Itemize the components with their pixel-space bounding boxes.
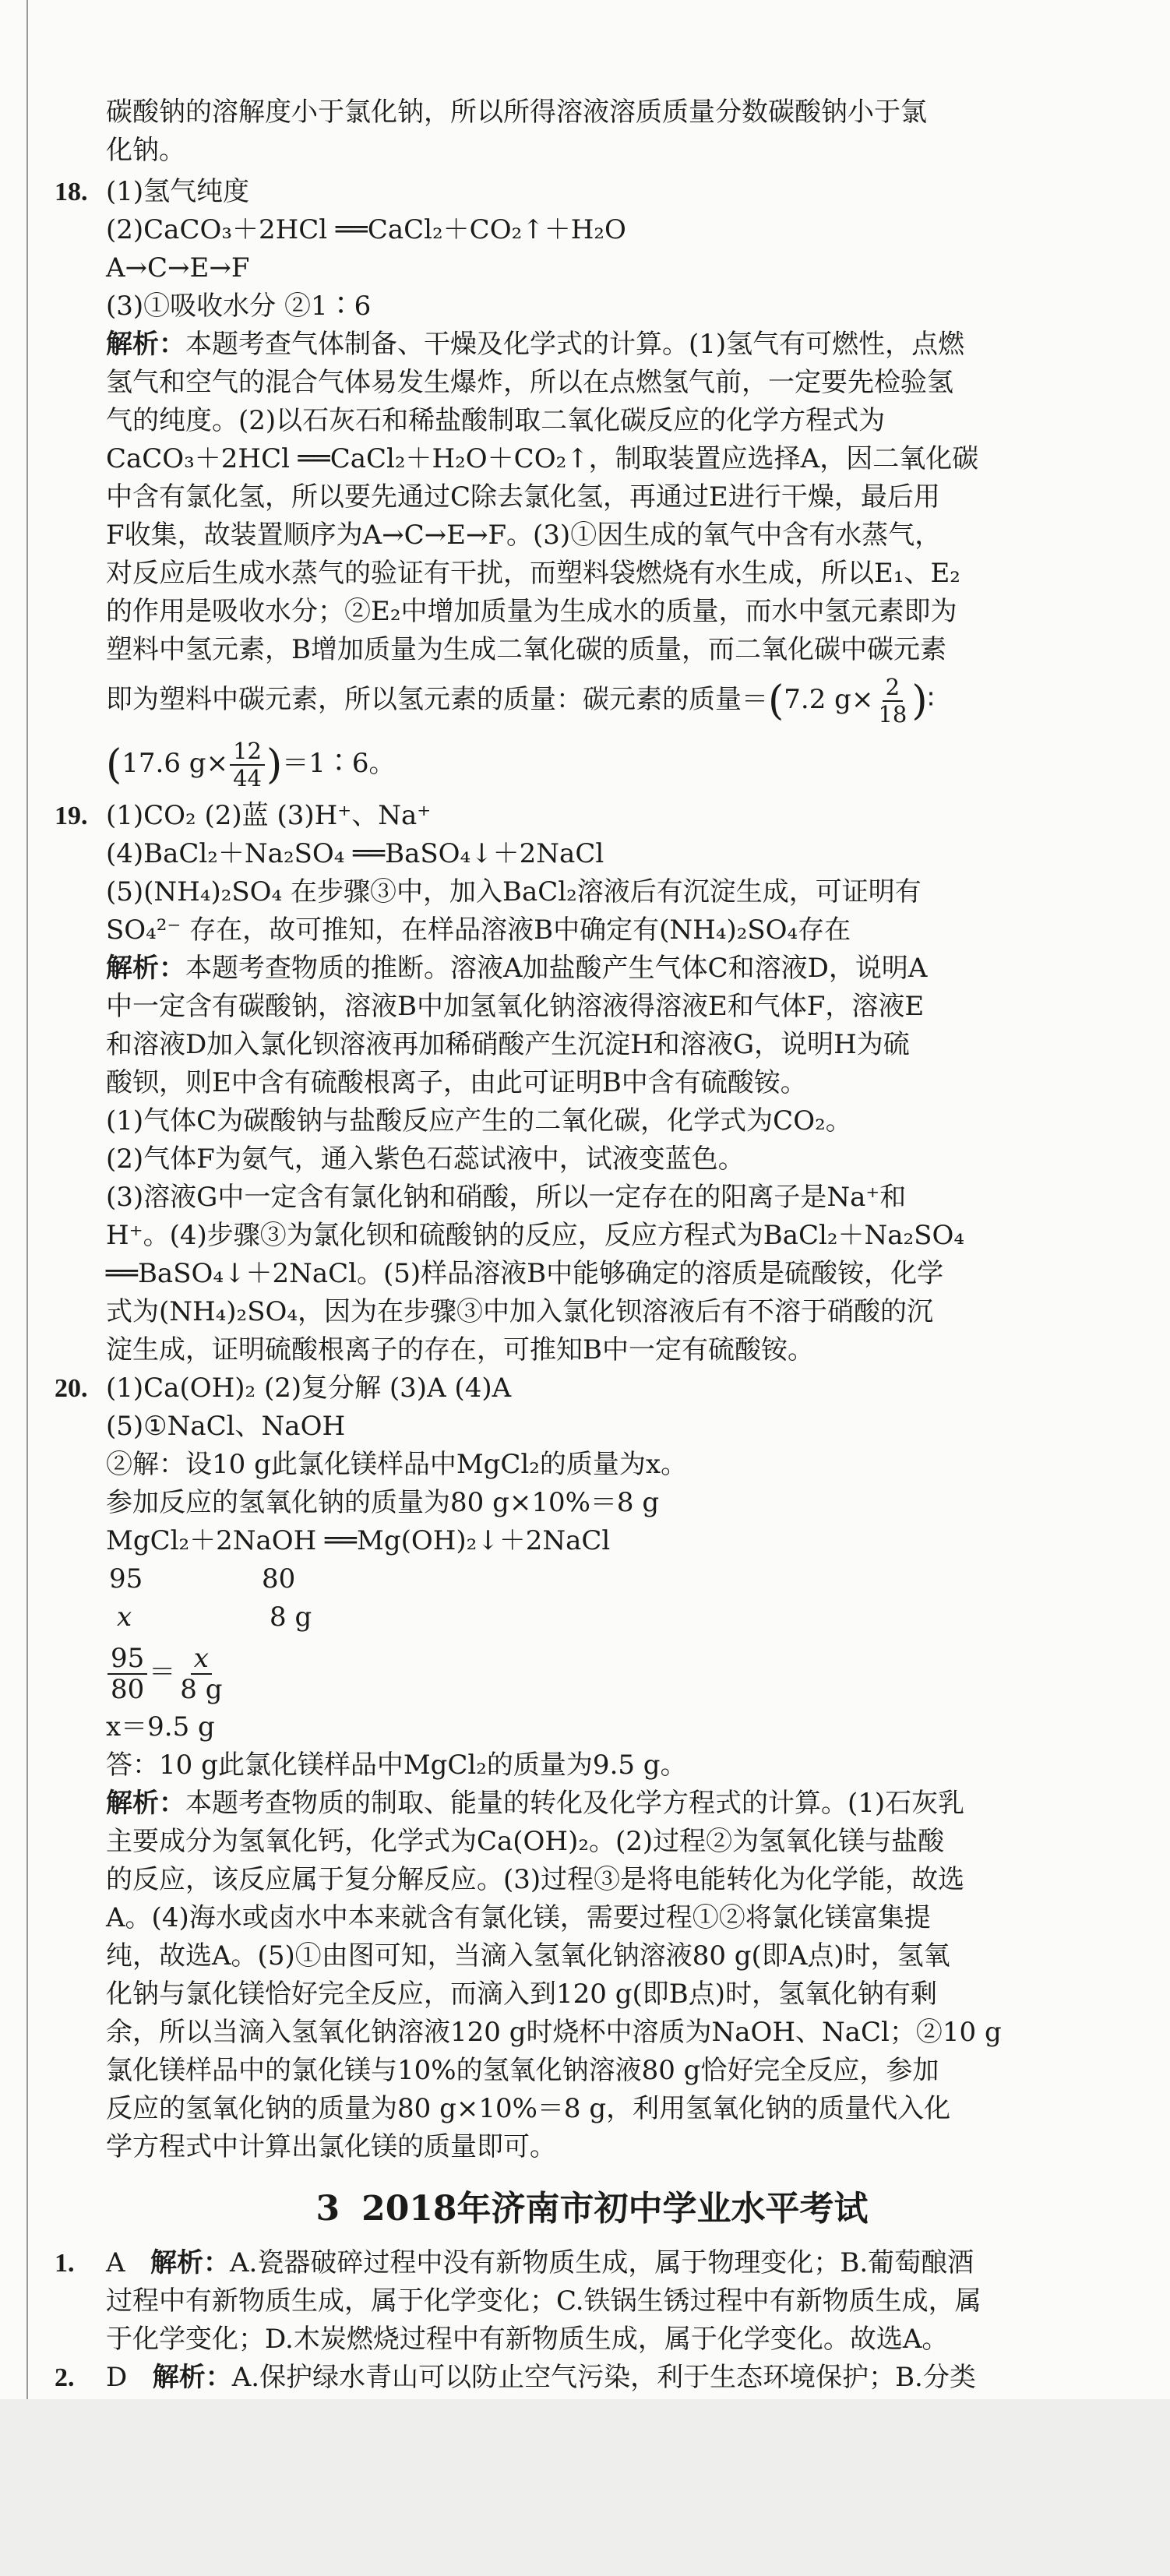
- equals-sign: ＝: [149, 1657, 176, 1688]
- analysis-text: 和溶液D加入氯化钡溶液再加稀硝酸产生沉淀H和溶液G，说明H为硫: [106, 1029, 910, 1060]
- analysis-text: (1)气体C为碳酸钠与盐酸反应产生的二氧化碳，化学式为CO₂。: [106, 1105, 852, 1136]
- question-number: 2.: [55, 2363, 75, 2392]
- section-number: 3: [315, 2189, 340, 2229]
- analysis-text: 纯，故选A。(5)①由图可知，当滴入氢氧化钠溶液80 g(即A点)时，氢氧: [106, 1940, 950, 1972]
- analysis-text: CaCO₃＋2HCl ══CaCl₂＋H₂O＋CO₂↑，制取装置应选择A，因二氧化碳: [106, 443, 979, 474]
- ratio-fraction: [107, 1644, 147, 1704]
- answer-line: SO₄²⁻ 存在，故可推知，在样品溶液B中确定有(NH₄)₂SO₄存在: [106, 914, 851, 946]
- analysis-text: 酸钡，则E中含有硫酸根离子，由此可证明B中含有硫酸铵。: [106, 1067, 807, 1098]
- analysis-label: 解析：: [150, 2247, 230, 2278]
- fraction-prefix: 17.6 g×: [122, 748, 229, 779]
- analysis-text: 化钠与氯化镁恰好完全反应，而滴入到120 g(即B点)时，氢氧化钠有剩: [106, 1979, 937, 2010]
- analysis-text: (3)溶液G中一定含有氯化钠和硝酸，所以一定存在的阳离子是Na⁺和: [106, 1182, 907, 1213]
- analysis-text: 过程中有新物质生成，属于化学变化；C.铁锅生锈过程中有新物质生成，属: [106, 2285, 981, 2317]
- analysis-text: 于化学变化；D.木炭燃烧过程中有新物质生成，属于化学变化。故选A。: [106, 2324, 949, 2355]
- answer-line: (5)①NaCl、NaOH: [106, 1411, 346, 1442]
- question-19: [55, 797, 1129, 1369]
- fraction-denominator: 44: [233, 765, 262, 791]
- ratio-result: ＝1∶6。: [282, 748, 396, 779]
- open-paren: (: [768, 678, 784, 724]
- analysis-text: ══BaSO₄↓＋2NaCl。(5)样品溶液B中能够确定的溶质是硫酸铵，化学: [106, 1258, 944, 1289]
- answer-line: A→C→E→F: [106, 252, 250, 284]
- analysis-text: A。(4)海水或卤水中本来就含有氯化镁，需要过程①②将氯化镁富集提: [106, 1902, 931, 1933]
- analysis-text: 塑料中氢元素，B增加质量为生成二氧化碳的质量，而二氧化碳中碳元素: [106, 634, 946, 665]
- fraction-prefix: 7.2 g×: [784, 684, 874, 715]
- fraction-numerator: 12: [230, 738, 265, 766]
- analysis-text: 氢气和空气的混合气体易发生爆炸，所以在点燃氢气前，一定要先检验氢: [106, 367, 953, 398]
- analysis-text: 余，所以当滴入氢氧化钠溶液120 g时烧杯中溶质为NaOH、NaCl；②10 g: [106, 2017, 1002, 2048]
- section-title: 2018年济南市初中学业水平考试: [361, 2189, 869, 2229]
- equation: MgCl₂＋2NaOH ══Mg(OH)₂↓＋2NaCl: [106, 1525, 611, 1556]
- analysis-text: 即为塑料中碳元素，所以氢元素的质量：碳元素的质量＝: [106, 684, 768, 715]
- intro-line: 碳酸钠的溶解度小于氯化钠，所以所得溶液溶质质量分数碳酸钠小于氯: [106, 97, 927, 128]
- left-margin-rule: [26, 0, 28, 2399]
- analysis-text: 式为(NH₄)₂SO₄，因为在步骤③中加入氯化钡溶液后有不溶于硝酸的沉: [106, 1296, 933, 1327]
- answer-choice: D: [106, 2362, 128, 2393]
- answer-sentence: 答：10 g此氯化镁样品中MgCl₂的质量为9.5 g。: [106, 1750, 687, 1781]
- answer-line: (3)①吸收水分 ②1∶6: [106, 291, 372, 322]
- answer-line: (1)氢气纯度: [106, 176, 250, 207]
- analysis-text: 主要成分为氢氧化钙，化学式为Ca(OH)₂。(2)过程②为氢氧化镁与盐酸: [106, 1826, 945, 1857]
- question-number: 20.: [55, 1374, 88, 1403]
- answer-line: (1)Ca(OH)₂ (2)复分解 (3)A (4)A: [106, 1373, 512, 1404]
- answer-line: (1)CO₂ (2)蓝 (3)H⁺、Na⁺: [106, 800, 432, 831]
- section-heading: [55, 2182, 1129, 2236]
- analysis-text: 本题考查物质的制取、能量的转化及化学方程式的计算。(1)石灰乳: [185, 1788, 965, 1819]
- analysis-label: 解析：: [152, 2362, 232, 2393]
- fraction: [875, 675, 910, 728]
- fraction-denominator: 18: [878, 701, 907, 728]
- close-paren: ): [911, 678, 928, 724]
- answer-line: 参加反应的氢氧化钠的质量为80 g×10%＝8 g: [106, 1487, 660, 1518]
- bottom-margin: [0, 2399, 1170, 2576]
- fraction-numerator: 2: [883, 675, 903, 702]
- question-number: 19.: [55, 802, 88, 830]
- analysis-text: 反应的氢氧化钠的质量为80 g×10%＝8 g，利用氢氧化钠的质量代入化: [106, 2093, 951, 2124]
- answer-line: ②解：设10 g此氯化镁样品中MgCl₂的质量为x。: [106, 1449, 688, 1480]
- calc-value: x: [117, 1602, 132, 1633]
- fraction-numerator: 95: [107, 1644, 147, 1675]
- analysis-text: 对反应后生成水蒸气的验证有干扰，而塑料袋燃烧有水生成，所以E₁、E₂: [106, 558, 960, 589]
- analysis-text: 中一定含有碳酸钠，溶液B中加氢氧化钠溶液得溶液E和气体F，溶液E: [106, 991, 925, 1022]
- analysis-text: (2)气体F为氨气，通入紫色石蕊试液中，试液变蓝色。: [106, 1144, 745, 1175]
- fraction-denominator: 80: [111, 1674, 145, 1705]
- answer-line: (5)(NH₄)₂SO₄ 在步骤③中，加入BaCl₂溶液后有沉淀生成，可证明有: [106, 876, 922, 907]
- analysis-text: F收集，故装置顺序为A→C→E→F。(3)①因生成的氧气中含有水蒸气，: [106, 520, 942, 551]
- answer-line: (4)BaCl₂＋Na₂SO₄ ══BaSO₄↓＋2NaCl: [106, 838, 604, 869]
- fraction-numerator: x: [191, 1644, 212, 1675]
- calc-value: 80: [262, 1563, 296, 1595]
- analysis-text: 氯化镁样品中的氯化镁与10%的氢氧化钠溶液80 g恰好完全反应，参加: [106, 2055, 939, 2086]
- analysis-text: 气的纯度。(2)以石灰石和稀盐酸制取二氧化碳反应的化学方程式为: [106, 405, 886, 436]
- answer-line: (2)CaCO₃＋2HCl ══CaCl₂＋CO₂↑＋H₂O: [106, 214, 626, 245]
- analysis-text: 淀生成，证明硫酸根离子的存在，可推知B中一定有硫酸铵。: [106, 1334, 814, 1366]
- analysis-text: 的作用是吸收水分；②E₂中增加质量为生成水的质量，而水中氢元素即为: [106, 596, 957, 627]
- calc-value: 8 g: [270, 1602, 312, 1633]
- analysis-label: 解析：: [106, 953, 185, 984]
- fraction-denominator: 8 g: [180, 1674, 223, 1705]
- answer-choice: A: [106, 2247, 125, 2278]
- exam-question-1: [55, 2244, 1129, 2359]
- question-number: 18.: [55, 178, 88, 206]
- question-number: 1.: [55, 2249, 75, 2278]
- analysis-text: 学方程式中计算出氯化镁的质量即可。: [106, 2131, 556, 2162]
- result-line: x＝9.5 g: [106, 1711, 215, 1743]
- analysis-label: 解析：: [106, 329, 185, 360]
- answer-content: [55, 93, 1129, 2435]
- ratio-fraction: [177, 1644, 225, 1704]
- analysis-text: 本题考查物质的推断。溶液A加盐酸产生气体C和溶液D，说明A: [185, 953, 928, 984]
- analysis-text: 本题考查气体制备、干燥及化学式的计算。(1)氢气有可燃性，点燃: [185, 329, 965, 360]
- close-paren: ): [266, 742, 283, 788]
- analysis-text: A.瓷器破碎过程中没有新物质生成，属于物理变化；B.葡萄酿酒: [230, 2247, 974, 2278]
- question-20: [55, 1369, 1129, 2166]
- analysis-text: 的反应，该反应属于复分解反应。(3)过程③是将电能转化为化学能，故选: [106, 1864, 965, 1895]
- question-18: 18. (1)氢气纯度 (2)CaCO₃＋2HCl ══CaCl₂＋CO₂↑＋H₂O A→C→E→F (3)①吸收水分 ②1∶6 解析：本题考查气体制备、干燥及化学式的计算。(1)氢气有可燃性，点燃 氢气和空气的混合气体易发生爆炸，所以在点燃氢气前，一定要先检验氢 气的纯度。(2)以石灰石和稀盐酸制取二氧化碳反应的化学方程式为 CaCO₃＋2HCl ══CaCl₂＋H₂O＋CO₂↑，制取装置应选择A，因二氧化碳 中含有氯化氢，所以要先通过C除去氯化氢，再通过E进行干燥，最后用 F收集，故装置顺序为A→C→E→F。(3)①因生成的氧气中含有水蒸气， 对反应后生成水蒸气的验证有干扰，而塑料袋燃烧有水生成，所以E₁、E₂ 的作用是吸收水分；②E₂中增加质量为生成水的质量，而水中氢元素即为 塑料中氢元素，B增加质量为生成二氧化碳的质量，而二氧化碳中碳元素 即为塑料中碳元素，所以氢元素的质量：碳元素的质量＝(7.2 g× $\frac{2}{18}$ )∶ (17.6 g× $\frac{12}{44}$ )＝1∶6。: [55, 173, 1129, 797]
- open-paren: (: [106, 742, 122, 788]
- calc-value: 95: [109, 1563, 143, 1595]
- intro-line: 化钠。: [106, 135, 185, 166]
- analysis-text: A.保护绿水青山可以防止空气污染，利于生态环境保护；B.分类: [231, 2362, 976, 2393]
- fraction: [230, 738, 265, 791]
- analysis-text: H⁺。(4)步骤③为氯化钡和硫酸钠的反应，反应方程式为BaCl₂＋Na₂SO₄: [106, 1220, 964, 1251]
- analysis-text: 中含有氯化氢，所以要先通过C除去氯化氢，再通过E进行干燥，最后用: [106, 481, 940, 513]
- analysis-label: 解析：: [106, 1788, 185, 1819]
